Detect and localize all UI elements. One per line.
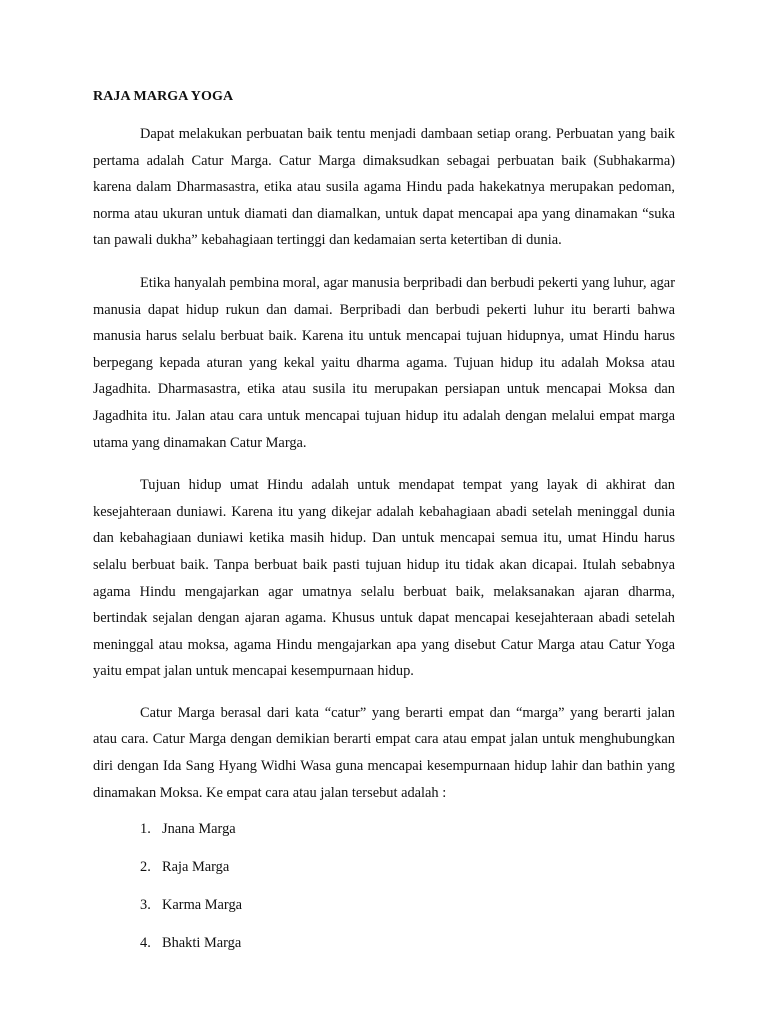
list-item-label: Raja Marga — [162, 859, 230, 876]
paragraph-3: Tujuan hidup umat Hindu adalah untuk mendapat tempat yang layak di akhirat dan kesejahteraan duniawi. Karena itu yang dikejar adalah kebahagiaan abadi setelah meninggal dunia dan kebahagiaan duniawi ketika masih hidup. Dan untuk mencapai semua itu, umat Hindu harus selalu berbuat baik. Tanpa berbuat baik pasti tujuan hidup itu tidak akan dicapai. Itulah sebabnya agama Hindu mengajarkan agar umatnya selalu berbuat baik, melaksanakan ajaran dharma, bertindak sejalan dengan ajaran agama. Khusus untuk dapat mencapai kesejahteraan abadi setelah meninggal atau moksa, agama Hindu mengajarkan apa yang disebut Catur Marga atau Catur Yoga yaitu empat jalan untuk mencapai kesempurnaan hidup. — [93, 477, 675, 680]
list-item — [93, 892, 675, 919]
document-body — [93, 86, 675, 968]
list-item — [93, 930, 675, 957]
paragraph-4: Catur Marga berasal dari kata “catur” yang berarti empat dan “marga” yang berarti jalan atau cara. Catur Marga dengan demikian berarti empat cara atau empat jalan untuk menghubungkan diri dengan Ida Sang Hyang Widhi Wasa guna mencapai kesempurnaan hidup lahir dan bathin yang dinamakan Moksa. Ke empat cara atau jalan tersebut adalah : — [93, 704, 675, 801]
paragraph-1: Dapat melakukan perbuatan baik tentu menjadi dambaan setiap orang. Perbuatan yang baik pertama adalah Catur Marga. Catur Marga dimaksudkan sebagai perbuatan baik (Subhakarma) karena dalam Dharmasastra, etika atau susila agama Hindu pada hakekatnya merupakan pedoman, norma atau ukuran untuk diamati dan diamalkan, untuk dapat mencapai apa yang dinamakan “suka tan pawali dukha” kebahagiaan tertinggi dan kedamaian serta ketertiban di dunia. — [93, 126, 675, 249]
list-item-label: Jnana Marga — [162, 821, 236, 838]
catur-marga-list — [93, 816, 675, 956]
list-item-number: 4. — [140, 934, 151, 951]
list-item-number: 1. — [140, 821, 151, 838]
document-title: RAJA MARGA YOGA — [93, 89, 234, 104]
list-item — [93, 816, 675, 843]
paragraph-2: Etika hanyalah pembina moral, agar manusia berpribadi dan berbudi pekerti yang luhur, agar manusia dapat hidup rukun dan damai. Berpribadi dan berbudi pekerti luhur itu berarti bahwa manusia harus selalu berbuat baik. Karena itu untuk mencapai tujuan hidupnya, umat Hindu harus berpegang kepada aturan yang kekal yaitu dharma agama. Tujuan hidup itu adalah Moksa atau Jagadhita. Dharmasastra, etika atau susila itu merupakan persiapan untuk mencapai Moksa dan Jagadhita itu. Jalan atau cara untuk mencapai tujuan hidup itu adalah dengan melalui empat marga utama yang dinamakan Catur Marga. — [93, 274, 675, 451]
list-item-number: 2. — [140, 859, 151, 876]
list-item-label: Bhakti Marga — [162, 934, 242, 951]
list-item-number: 3. — [140, 897, 151, 914]
list-item — [93, 854, 675, 881]
list-item-label: Karma Marga — [162, 897, 243, 914]
